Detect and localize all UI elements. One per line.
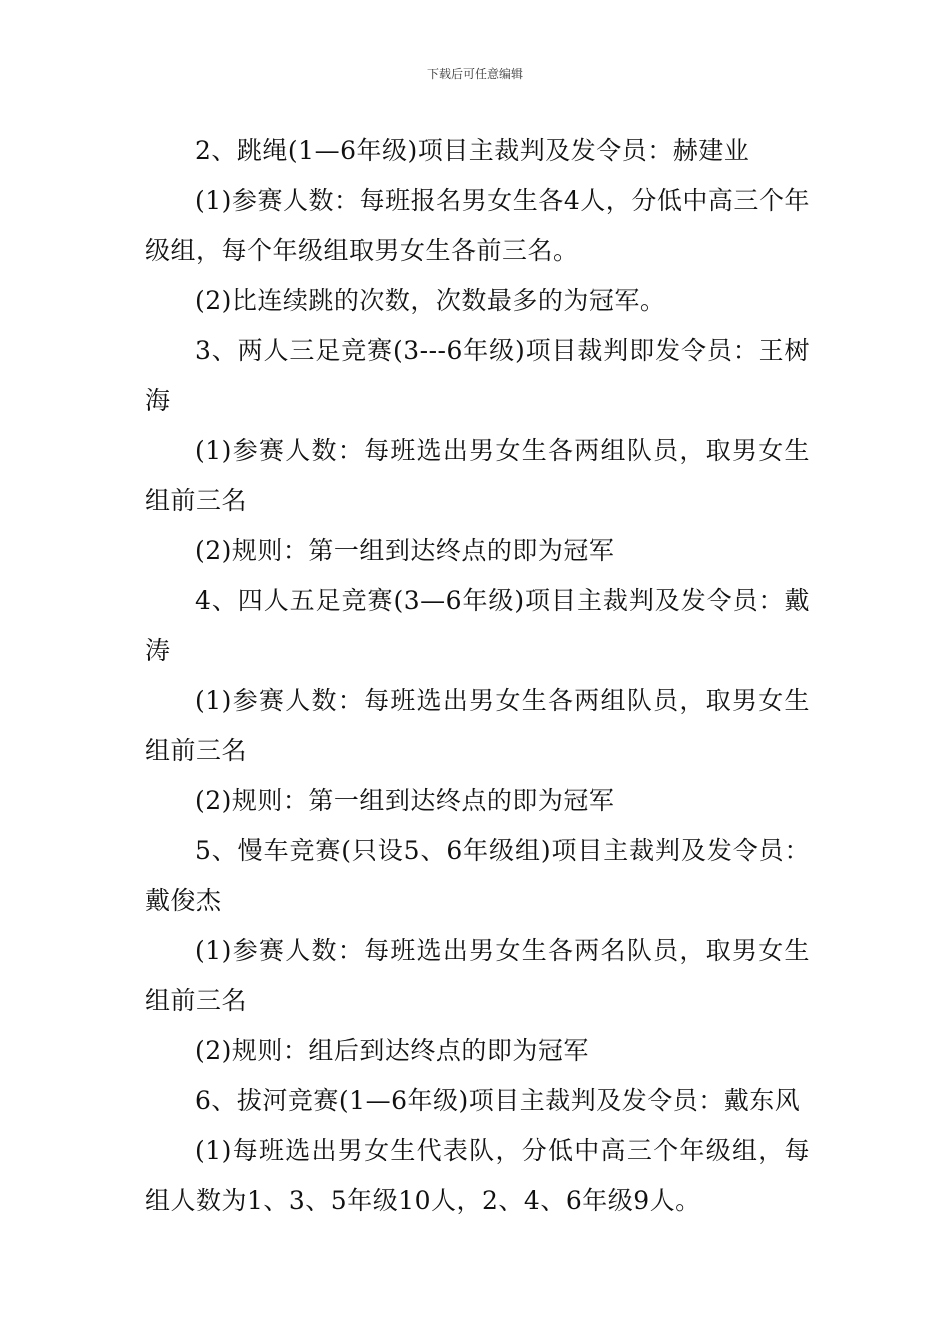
paragraph-item-5-rule-1: (1)参赛人数：每班选出男女生各两名队员，取男女生组前三名 [145, 936, 810, 1015]
paragraph-item-6-title: 6、拔河竞赛(1—6年级)项目主裁判及发令员：戴东风 [195, 1086, 801, 1115]
paragraph-item-5-rule-2: (2)规则：组后到达终点的即为冠军 [195, 1036, 589, 1065]
paragraph-item-3-rule-1: (1)参赛人数：每班选出男女生各两组队员，取男女生组前三名 [145, 436, 810, 515]
paragraph-item-2-rule-2: (2)比连续跳的次数，次数最多的为冠军。 [195, 286, 666, 315]
paragraph-item-3-title: 3、两人三足竞赛(3---6年级)项目裁判即发令员：王树海 [145, 336, 810, 415]
document-body [145, 126, 810, 1226]
paragraph-item-6-rule-1: (1)每班选出男女生代表队，分低中高三个年级组，每组人数为1、3、5年级10人，2、4、6年级9人。 [145, 1136, 810, 1215]
paragraph-item-4-rule-1: (1)参赛人数：每班选出男女生各两组队员，取男女生组前三名 [145, 686, 810, 765]
paragraph-item-4-title: 4、四人五足竞赛(3—6年级)项目主裁判及发令员：戴涛 [145, 586, 810, 665]
paragraph-item-5-title: 5、慢车竞赛(只设5、6年级组)项目主裁判及发令员：戴俊杰 [145, 836, 810, 915]
paragraph-item-2-title: 2、跳绳(1—6年级)项目主裁判及发令员：赫建业 [195, 136, 750, 165]
page-header: 下载后可任意编辑 [426, 67, 523, 81]
paragraph-item-4-rule-2: (2)规则：第一组到达终点的即为冠军 [195, 786, 615, 815]
paragraph-item-3-rule-2: (2)规则：第一组到达终点的即为冠军 [195, 536, 615, 565]
paragraph-item-2-rule-1: (1)参赛人数：每班报名男女生各4人，分低中高三个年级组，每个年级组取男女生各前三名。 [145, 186, 810, 265]
